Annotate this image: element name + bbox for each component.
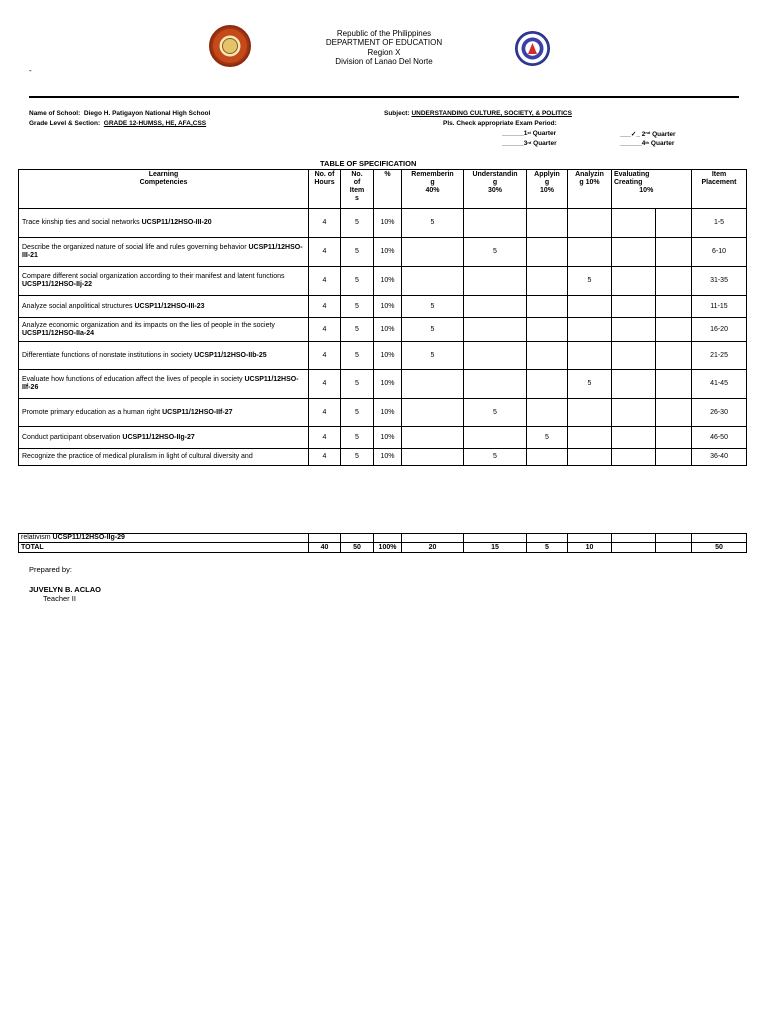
evaluating-cell (612, 399, 656, 427)
placement-cell: 41-45 (692, 370, 747, 399)
total-items: 50 (341, 543, 374, 553)
header-evaluating-creating: Evaluating Creating 10% (612, 170, 692, 209)
table-row (19, 342, 747, 370)
understanding-cell: 5 (464, 399, 527, 427)
understanding-cell (464, 209, 527, 238)
grade-value: GRADE 12-HUMSS, HE, AFA,CSS (103, 120, 207, 127)
analyzing-cell (568, 318, 612, 342)
hours-cell: 4 (309, 399, 341, 427)
analyzing-cell: 5 (568, 370, 612, 399)
table-header-row (19, 170, 747, 209)
empty-cell (656, 534, 692, 543)
competency-code: UCSP11/12HSO-IIf-27 (162, 408, 233, 416)
header-division: Division of Lanao Del Norte (335, 57, 433, 66)
competency-code: UCSP11/12HSO-IIf-26 (22, 376, 299, 391)
remembering-cell: 5 (402, 209, 464, 238)
hours-cell: 4 (309, 318, 341, 342)
total-placement: 50 (692, 543, 747, 553)
items-cell: 5 (341, 342, 374, 370)
hours-cell: 4 (309, 427, 341, 449)
quarter-3-blank: ______ (502, 140, 524, 147)
empty-cell (402, 534, 464, 543)
subject-label: Subject: (384, 110, 410, 117)
competency-cell (19, 238, 309, 267)
items-cell: 5 (341, 209, 374, 238)
total-label: TOTAL (19, 543, 309, 553)
quarter-1-option[interactable] (502, 130, 556, 137)
total-analyzing: 10 (568, 543, 612, 553)
remembering-cell (402, 449, 464, 466)
competency-code: UCSP11/12HSO-III-20 (141, 219, 212, 226)
table-row (19, 296, 747, 318)
quarter-2-num: 2 (641, 131, 646, 138)
remembering-cell (402, 238, 464, 267)
percent-cell: 10% (374, 318, 402, 342)
quarter-2-option[interactable] (620, 130, 676, 138)
evaluating-cell (612, 318, 656, 342)
quarter-1-num: 1 (523, 130, 528, 137)
header-republic: Republic of the Philippines (336, 29, 432, 38)
competency-cell (19, 449, 309, 466)
competency-code: UCSP11/12HSO-IIg-27 (122, 433, 195, 441)
empty-cell (527, 534, 568, 543)
hours-cell: 4 (309, 209, 341, 238)
percent-cell: 10% (374, 296, 402, 318)
header-analyzing: Analyzin g 10% (568, 170, 612, 209)
analyzing-cell: 5 (568, 267, 612, 296)
items-cell: 5 (341, 267, 374, 296)
header-hours: No. of Hours (309, 170, 341, 209)
creating-cell (656, 209, 692, 238)
empty-cell (309, 534, 341, 543)
total-row (19, 543, 747, 553)
table-title: TABLE OF SPECIFICATION (320, 159, 417, 168)
evaluating-cell (612, 370, 656, 399)
remembering-cell (402, 370, 464, 399)
empty-cell (612, 534, 656, 543)
percent-cell: 10% (374, 449, 402, 466)
total-creating (656, 543, 692, 553)
table-row (19, 427, 747, 449)
understanding-cell (464, 427, 527, 449)
total-percent: 100% (374, 543, 402, 553)
placement-cell: 11-15 (692, 296, 747, 318)
hours-cell: 4 (309, 238, 341, 267)
percent-cell: 10% (374, 370, 402, 399)
hours-cell: 4 (309, 267, 341, 296)
quarter-4-sup: th (645, 140, 650, 145)
competency-text: Conduct participant observation (22, 433, 123, 441)
competency-text: Differentiate functions of nonstate institutions in society (22, 351, 195, 359)
competency-text: Analyze social anpolitical structures (22, 302, 135, 310)
creating-cell (656, 342, 692, 370)
competency-text: Compare different social organization according to their manifest and latent functions (22, 273, 285, 280)
applying-cell: 5 (527, 427, 568, 449)
understanding-cell (464, 296, 527, 318)
competency-cell (19, 370, 309, 399)
table-row (19, 449, 747, 466)
quarter-2-sup: nd (645, 130, 651, 135)
header-items: No. of Item s (341, 170, 374, 209)
items-cell: 5 (341, 399, 374, 427)
exam-instruction: Pls. Check appropriate Exam Period: (443, 120, 557, 127)
competency-code: UCSP11/12HSO-IIj-22 (22, 281, 93, 288)
competency-code: UCSP11/12HSO-III-23 (134, 302, 205, 310)
remembering-cell: 5 (402, 342, 464, 370)
creating-cell (656, 399, 692, 427)
competency-cell (19, 399, 309, 427)
header-understanding: Understandin g 30% (464, 170, 527, 209)
quarter-1-blank: ______ (502, 130, 524, 137)
evaluating-cell (612, 296, 656, 318)
placement-cell: 21-25 (692, 342, 747, 370)
totals-table (18, 533, 747, 553)
competency-cell (19, 342, 309, 370)
competency-code: UCSP11/12HSO-IIa-24 (22, 329, 94, 337)
competency-code: UCSP11/12HSO-IIb-25 (194, 351, 267, 359)
total-applying: 5 (527, 543, 568, 553)
evaluating-cell (612, 449, 656, 466)
grade-label: Grade Level & Section: (29, 120, 101, 127)
table-row (19, 318, 747, 342)
percent-cell: 10% (374, 267, 402, 296)
school-label: Name of School: (29, 110, 81, 117)
percent-cell: 10% (374, 427, 402, 449)
remembering-cell (402, 427, 464, 449)
analyzing-cell (568, 427, 612, 449)
items-cell: 5 (341, 427, 374, 449)
check-mark-icon: ✓ (630, 131, 637, 138)
empty-cell (692, 534, 747, 543)
school-value: Diego H. Patigayon National High School (83, 110, 211, 117)
applying-cell (527, 209, 568, 238)
placement-cell: 16-20 (692, 318, 747, 342)
deped-seal-logo (515, 31, 550, 66)
items-cell: 5 (341, 296, 374, 318)
creating-cell (656, 238, 692, 267)
quarter-1-sup: st (527, 130, 531, 135)
evaluating-cell (612, 427, 656, 449)
applying-cell (527, 267, 568, 296)
remembering-cell (402, 267, 464, 296)
applying-cell (527, 449, 568, 466)
placement-cell: 36-40 (692, 449, 747, 466)
competency-cell (19, 209, 309, 238)
school-line (29, 110, 210, 117)
understanding-cell: 5 (464, 238, 527, 267)
header-competencies: Learning Competencies (19, 170, 309, 209)
analyzing-cell (568, 449, 612, 466)
percent-cell: 10% (374, 342, 402, 370)
competency-cell (19, 267, 309, 296)
remembering-cell: 5 (402, 296, 464, 318)
quarter-4-label: Quarter (650, 140, 675, 147)
placement-cell: 6-10 (692, 238, 747, 267)
header-remembering: Rememberin g 40% (402, 170, 464, 209)
items-cell: 5 (341, 238, 374, 267)
grade-line (29, 120, 206, 127)
continuation-text: relativism (21, 534, 53, 541)
empty-cell (374, 534, 402, 543)
placement-cell: 31-35 (692, 267, 747, 296)
analyzing-cell (568, 238, 612, 267)
table-row (19, 238, 747, 267)
total-hours: 40 (309, 543, 341, 553)
table-row (19, 370, 747, 399)
applying-cell (527, 342, 568, 370)
competency-cell (19, 427, 309, 449)
applying-cell (527, 399, 568, 427)
understanding-cell (464, 370, 527, 399)
analyzing-cell (568, 209, 612, 238)
preparer-position: Teacher II (43, 594, 76, 603)
quarter-1-label: Quarter (532, 130, 557, 137)
header-applying: Applyin g 10% (527, 170, 568, 209)
quarter-4-num: 4 (641, 140, 646, 147)
header-department: DEPARTMENT OF EDUCATION (325, 38, 443, 47)
prepared-by-label: Prepared by: (29, 565, 72, 574)
empty-cell (568, 534, 612, 543)
competency-text: Trace kinship ties and social networks (22, 219, 142, 226)
quarter-4-blank: ______ (620, 140, 642, 147)
quarter-3-sup: rd (527, 140, 532, 145)
hours-cell: 4 (309, 296, 341, 318)
competency-text: Recognize the practice of medical pluralism in light of cultural diversity and (22, 453, 253, 460)
competency-text: Evaluate how functions of education affect the lives of people in society (22, 376, 245, 383)
stray-mark: - (29, 66, 32, 75)
competency-text: Analyze economic organization and its impacts on the lies of people in the society (22, 321, 275, 329)
placement-cell: 26-30 (692, 399, 747, 427)
header-item-placement: Item Placement (692, 170, 747, 209)
total-evaluating (612, 543, 656, 553)
competency-text: Promote primary education as a human right (22, 408, 163, 416)
total-understanding: 15 (464, 543, 527, 553)
understanding-cell (464, 342, 527, 370)
creating-cell (656, 427, 692, 449)
quarter-4-option[interactable] (620, 140, 674, 147)
understanding-cell (464, 318, 527, 342)
analyzing-cell (568, 399, 612, 427)
empty-cell (341, 534, 374, 543)
remembering-cell (402, 399, 464, 427)
placement-cell: 46-50 (692, 427, 747, 449)
specification-table (18, 169, 747, 466)
table-row (19, 209, 747, 238)
applying-cell (527, 318, 568, 342)
creating-cell (656, 318, 692, 342)
competency-cell (19, 318, 309, 342)
percent-cell: 10% (374, 238, 402, 267)
evaluating-cell (612, 342, 656, 370)
continuation-row (19, 534, 747, 543)
subject-line (384, 110, 572, 117)
quarter-3-num: 3 (523, 140, 528, 147)
quarter-2-blank: ___ (620, 131, 631, 138)
items-cell: 5 (341, 370, 374, 399)
empty-cell (464, 534, 527, 543)
percent-cell: 10% (374, 209, 402, 238)
quarter-3-option[interactable] (502, 140, 557, 147)
evaluating-cell (612, 238, 656, 267)
understanding-cell (464, 267, 527, 296)
hours-cell: 4 (309, 449, 341, 466)
applying-cell (527, 296, 568, 318)
items-cell: 5 (341, 449, 374, 466)
header-percent: % (374, 170, 402, 209)
creating-cell (656, 296, 692, 318)
understanding-cell: 5 (464, 449, 527, 466)
header-region: Region X (367, 48, 401, 57)
subject-value: UNDERSTANDING CULTURE, SOCIETY, & POLITICS (411, 110, 572, 117)
continuation-code: UCSP11/12HSO-IIg-29 (52, 534, 125, 541)
applying-cell (527, 238, 568, 267)
competency-cell (19, 296, 309, 318)
quarter-2-label: Quarter (652, 131, 676, 138)
evaluating-cell (612, 209, 656, 238)
competency-text: Describe the organized nature of social life and rules governing behavior (22, 244, 249, 251)
hours-cell: 4 (309, 370, 341, 399)
evaluating-cell (612, 267, 656, 296)
competency-code: UCSP11/12HSO-III-21 (22, 244, 303, 259)
items-cell: 5 (341, 318, 374, 342)
creating-cell (656, 449, 692, 466)
hours-cell: 4 (309, 342, 341, 370)
division-seal-logo (209, 25, 251, 67)
table-row (19, 399, 747, 427)
header-divider (29, 96, 739, 98)
percent-cell: 10% (374, 399, 402, 427)
analyzing-cell (568, 296, 612, 318)
remembering-cell: 5 (402, 318, 464, 342)
continuation-cell (19, 534, 309, 543)
analyzing-cell (568, 342, 612, 370)
applying-cell (527, 370, 568, 399)
placement-cell: 1-5 (692, 209, 747, 238)
quarter-3-label: Quarter (533, 140, 557, 147)
creating-cell (656, 370, 692, 399)
preparer-name: JUVELYN B. ACLAO (29, 585, 101, 594)
total-remembering: 20 (402, 543, 464, 553)
table-row (19, 267, 747, 296)
quarter-2-blank-end: _ (636, 131, 640, 138)
creating-cell (656, 267, 692, 296)
